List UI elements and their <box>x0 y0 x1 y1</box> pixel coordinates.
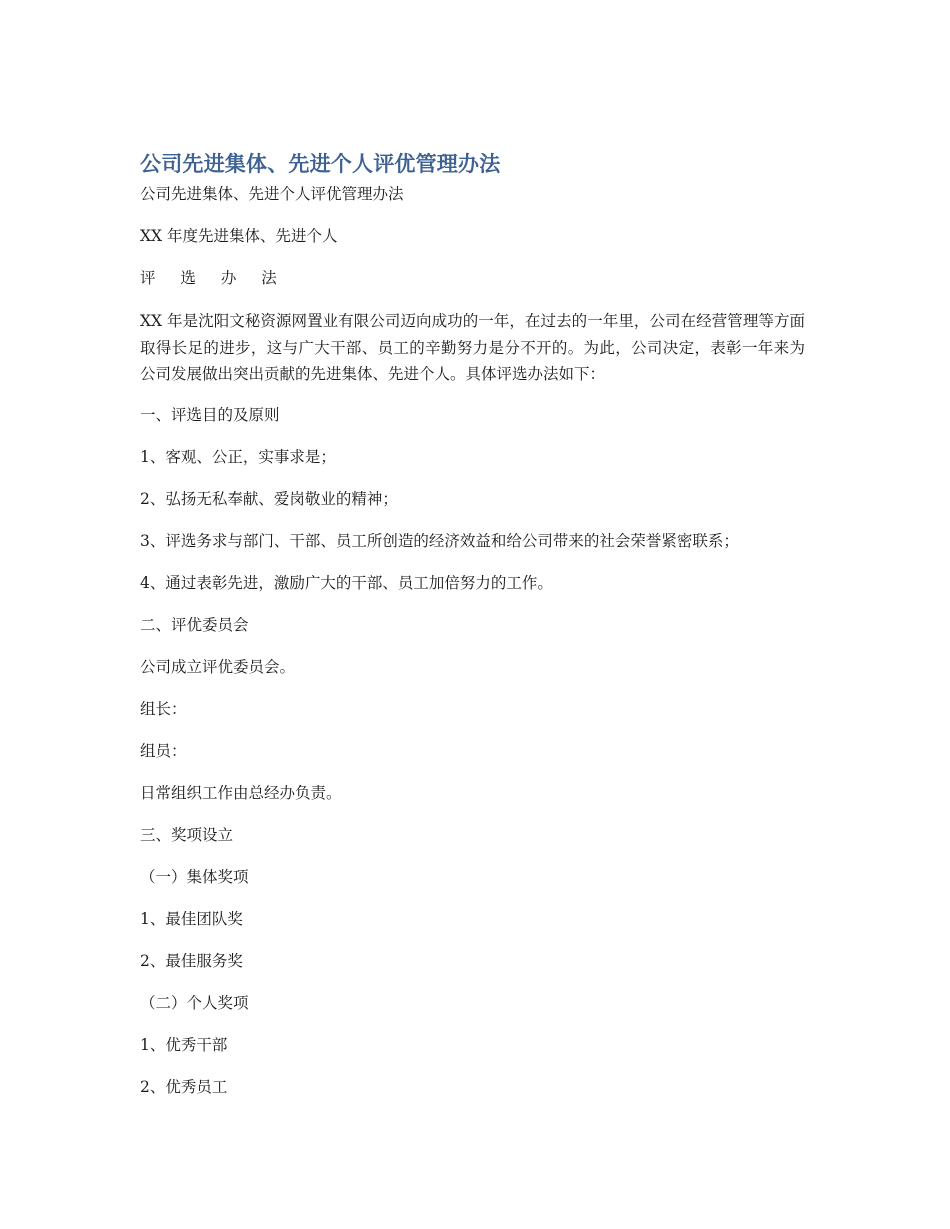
section2-heading: 二、评优委员会 <box>140 615 249 634</box>
document-body <box>140 148 805 1099</box>
section3-heading: 三、奖项设立 <box>140 825 234 844</box>
daily-work-text: 日常组织工作由总经办负责。 <box>140 783 342 802</box>
individual-awards-heading: （二）个人奖项 <box>140 993 249 1012</box>
leader-label: 组长： <box>140 699 187 718</box>
document-subtitle: 公司先进集体、先进个人评优管理办法 <box>140 185 404 203</box>
section1-heading: 一、评选目的及原则 <box>140 405 280 424</box>
committee-text: 公司成立评优委员会。 <box>140 657 296 676</box>
member-label: 组员： <box>140 741 187 760</box>
individual-award-item: 1、优秀干部 <box>140 1035 228 1054</box>
section1-item: 4、通过表彰先进，激励广大的干部、员工加倍努力的工作。 <box>140 573 553 592</box>
section1-item: 2、弘扬无私奉献、爱岗敬业的精神； <box>140 489 398 508</box>
section1-item: 1、客观、公正，实事求是； <box>140 447 336 466</box>
document-title: 公司先进集体、先进个人评优管理办法 <box>140 152 501 176</box>
method-heading: 评 选 办 法 <box>140 269 287 287</box>
group-awards-heading: （一）集体奖项 <box>140 867 249 886</box>
group-award-item: 2、最佳服务奖 <box>140 951 243 970</box>
section1-item: 3、评选务求与部门、干部、员工所创造的经济效益和给公司带来的社会荣誉紧密联系； <box>140 531 739 550</box>
year-heading: XX 年度先进集体、先进个人 <box>140 227 338 245</box>
group-award-item: 1、最佳团队奖 <box>140 909 243 928</box>
intro-paragraph: XX 年是沈阳文秘资源网置业有限公司迈向成功的一年，在过去的一年里，公司在经营管理等方面取得长足的进步，这与广大干部、员工的辛勤努力是分不开的。为此，公司决定，表彰一年来为公司发展做出突出贡献的先进集体、先进个人。具体评选办法如下： <box>140 312 805 383</box>
individual-award-item: 2、优秀员工 <box>140 1077 228 1096</box>
